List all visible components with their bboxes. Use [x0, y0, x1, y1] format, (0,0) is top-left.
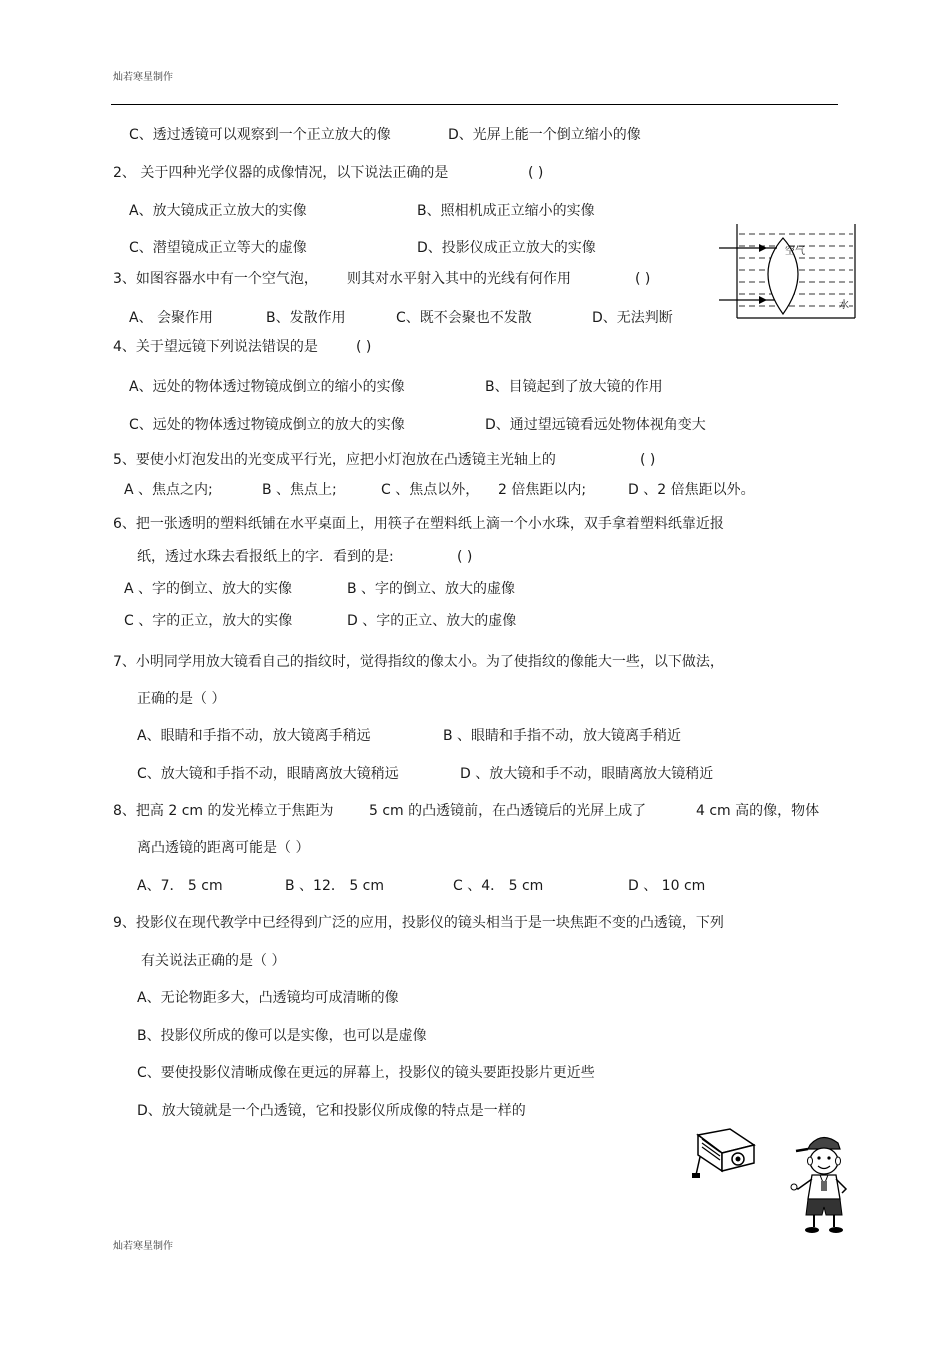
projector-icon: [688, 1125, 758, 1180]
q3-option-a: A、 会聚作用: [129, 310, 214, 326]
q6-option-a: A 、字的倒立、放大的实像: [124, 581, 293, 597]
q4-stem: 4、关于望远镜下列说法错误的是: [113, 339, 318, 355]
q8-stem-2: 5 cm 的凸透镜前，在凸透镜后的光屏上成了: [369, 803, 647, 819]
q8-stem-3: 4 cm 高的像，物体: [696, 803, 820, 819]
q3-option-b: B、发散作用: [266, 310, 346, 326]
q8-stem-4: 离凸透镜的距离可能是（ ）: [137, 840, 310, 856]
q2-paren: ( ): [528, 165, 544, 181]
q6-stem-2: 纸，透过水珠去看报纸上的字．看到的是:: [137, 549, 394, 565]
q9-option-b: B、投影仪所成的像可以是实像，也可以是虚像: [137, 1028, 427, 1044]
q6-option-c: C 、字的正立，放大的实像: [124, 613, 293, 629]
q5-option-c: C 、焦点以外，: [381, 482, 480, 498]
q9-option-d: D、放大镜就是一个凸透镜，它和投影仪所成像的特点是一样的: [137, 1103, 526, 1119]
air-label: 空气: [785, 246, 805, 257]
q9-option-a: A、无论物距多大，凸透镜均可成清晰的像: [137, 990, 399, 1006]
q3-paren: ( ): [635, 271, 651, 287]
arrow-icon: [759, 296, 767, 304]
q5-option-c-2: 2 倍焦距以内;: [498, 482, 587, 498]
q2-option-b: B、照相机成正立缩小的实像: [417, 203, 595, 219]
q5-paren: ( ): [640, 452, 656, 468]
q1-option-d: D、光屏上能一个倒立缩小的像: [448, 127, 641, 143]
q7-option-d: D 、放大镜和手不动，眼睛离放大镜稍近: [460, 766, 714, 782]
q8-option-b: B 、12． 5 cm: [285, 878, 385, 894]
q6-stem: 6、把一张透明的塑料纸铺在水平桌面上，用筷子在塑料纸上滴一个小水珠，双手拿着塑料纸靠近报: [113, 516, 724, 532]
q7-stem: 7、小明同学用放大镜看自己的指纹时，觉得指纹的像太小。为了使指纹的像能大一些，以下做法，: [113, 654, 724, 670]
q3-option-c: C、既不会聚也不发散: [396, 310, 532, 326]
footer-maker: 灿若寒星制作: [113, 1241, 173, 1252]
q5-option-d: D 、2 倍焦距以外。: [628, 482, 755, 498]
q5-option-b: B 、焦点上;: [262, 482, 337, 498]
q7-option-c: C、放大镜和手指不动，眼睛离放大镜稍远: [137, 766, 399, 782]
q7-option-b: B 、眼睛和手指不动，放大镜离手稍近: [443, 728, 682, 744]
q8-option-a: A、7． 5 cm: [137, 878, 223, 894]
q2-option-a: A、放大镜成正立放大的实像: [129, 203, 307, 219]
boy-illustration: [788, 1133, 860, 1235]
q4-option-d: D、通过望远镜看远处物体视角变大: [485, 417, 706, 433]
arrow-icon: [759, 244, 767, 252]
q8-stem: 8、把高 2 cm 的发光棒立于焦距为: [113, 803, 334, 819]
q2-option-c: C、潜望镜成正立等大的虚像: [129, 240, 307, 256]
q8-option-c: C 、4． 5 cm: [453, 878, 544, 894]
q6-paren: ( ): [457, 549, 473, 565]
q7-option-a: A、眼睛和手指不动，放大镜离手稍远: [137, 728, 371, 744]
q5-stem: 5、要使小灯泡发出的光变成平行光，应把小灯泡放在凸透镜主光轴上的: [113, 452, 556, 468]
water-label: 水: [839, 300, 849, 311]
q7-stem-2: 正确的是（ ）: [137, 691, 226, 707]
q9-stem-2: 有关说法正确的是（ ）: [141, 953, 286, 969]
q8-option-d: D 、 10 cm: [628, 878, 706, 894]
q2-option-d: D、投影仪成正立放大的实像: [417, 240, 596, 256]
water-container-figure: [715, 222, 865, 322]
q6-option-d: D 、字的正立、放大的虚像: [347, 613, 517, 629]
q9-option-c: C、要使投影仪清晰成像在更远的屏幕上，投影仪的镜头要距投影片更近些: [137, 1065, 595, 1081]
q2-stem: 2、 关于四种光学仪器的成像情况，以下说法正确的是: [113, 165, 449, 181]
header-rule: [111, 104, 838, 105]
q5-option-a: A 、焦点之内;: [124, 482, 213, 498]
q3-stem: 3、如图容器水中有一个空气泡，: [113, 271, 318, 287]
q3-stem-2: 则其对水平射入其中的光线有何作用: [347, 271, 571, 287]
projector-illustration: [688, 1125, 758, 1180]
q4-option-a: A、远处的物体透过物镜成倒立的缩小的实像: [129, 379, 405, 395]
q6-option-b: B 、字的倒立、放大的虚像: [347, 581, 516, 597]
q9-stem: 9、投影仪在现代教学中已经得到广泛的应用，投影仪的镜头相当于是一块焦距不变的凸透镜，下列: [113, 915, 724, 931]
q4-paren: ( ): [356, 339, 372, 355]
q4-option-c: C、远处的物体透过物镜成倒立的放大的实像: [129, 417, 405, 433]
q1-option-c: C、透过透镜可以观察到一个正立放大的像: [129, 127, 391, 143]
header-maker: 灿若寒星制作: [113, 72, 173, 83]
q4-option-b: B、目镜起到了放大镜的作用: [485, 379, 663, 395]
q3-option-d: D、无法判断: [592, 310, 673, 326]
cartoon-boy-icon: [788, 1133, 860, 1235]
